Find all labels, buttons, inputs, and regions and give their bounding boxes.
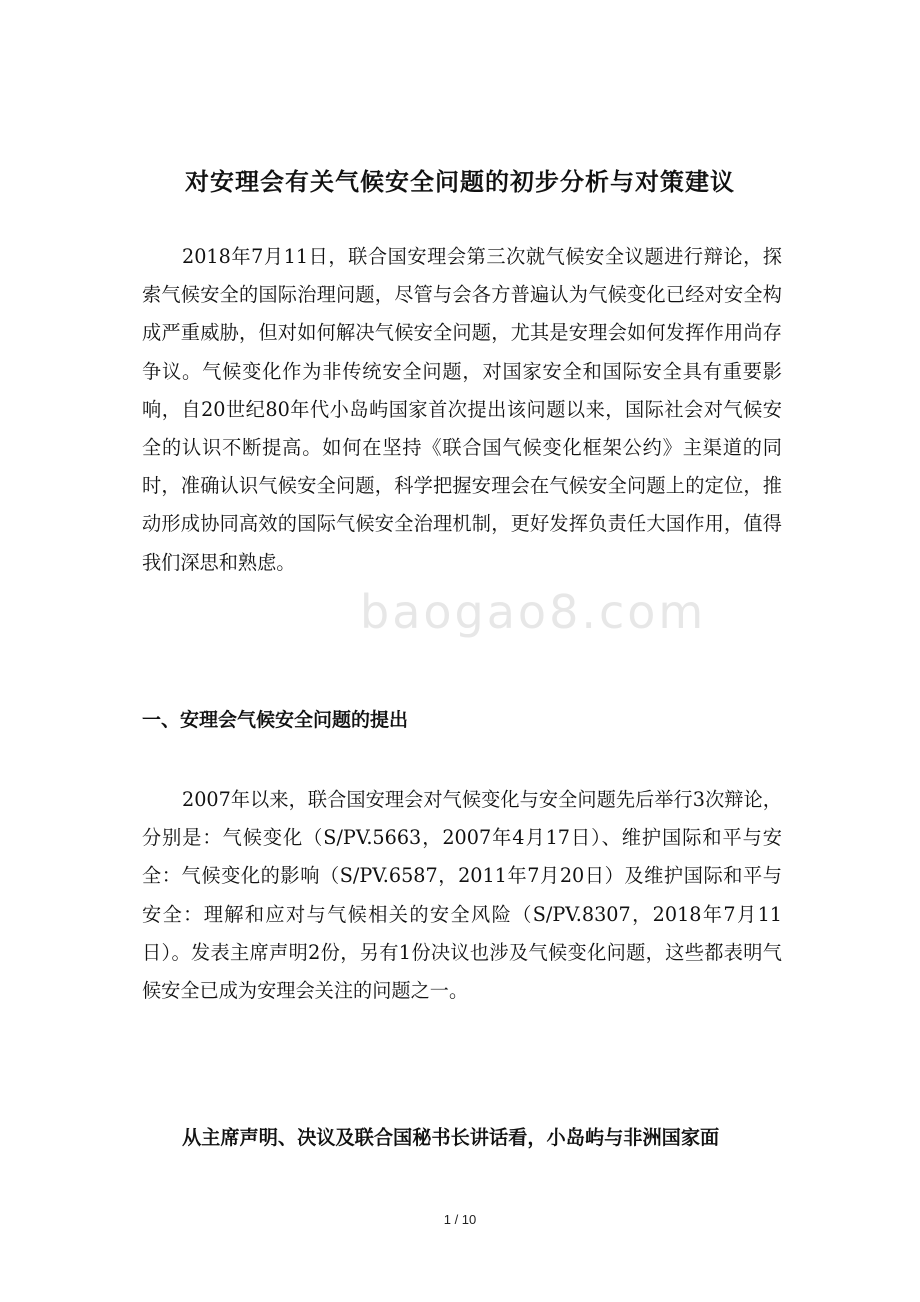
- section-heading: 一、安理会气候安全问题的提出: [142, 709, 409, 731]
- section-paragraph-bold: 从主席声明、决议及联合国秘书长讲话看，小岛屿与非洲国家面: [182, 1126, 720, 1149]
- section-paragraph: 2007年以来，联合国安理会对气候变化与安全问题先后举行3次辩论，分别是：气候变化（S/PV.5663，2007年4月17日）、维护国际和平与安全：气候变化的影响（S/PV.6587，2011年7月20日）及维护国际和平与安全：理解和应对与气候相关的安全风险（S/PV.8307，2018年7月11日）。发表主席声明2份，另有1份决议也涉及气候变化问题，这些都表明气候安全已成为安理会关注的问题之一。: [142, 788, 782, 1003]
- document-title: 对安理会有关气候安全问题的初步分析与对策建议: [185, 168, 735, 196]
- watermark: baogao8.com: [360, 585, 707, 639]
- page-number: 1 / 10: [443, 1212, 477, 1227]
- intro-paragraph: 2018年7月11日，联合国安理会第三次就气候安全议题进行辩论，探索气候安全的国际治理问题，尽管与会各方普遍认为气候变化已经对安全构成严重威胁，但对如何解决气候安全问题，尤其是安理会如何发挥作用尚存争议。气候变化作为非传统安全问题，对国家安全和国际安全具有重要影响，自20世纪80年代小岛屿国家首次提出该问题以来，国际社会对气候安全的认识不断提高。如何在坚持《联合国气候变化框架公约》主渠道的同时，准确认识气候安全问题，科学把握安理会在气候安全问题上的定位，推动形成协同高效的国际气候安全治理机制，更好发挥负责任大国作用，值得我们深思和熟虑。: [142, 245, 782, 574]
